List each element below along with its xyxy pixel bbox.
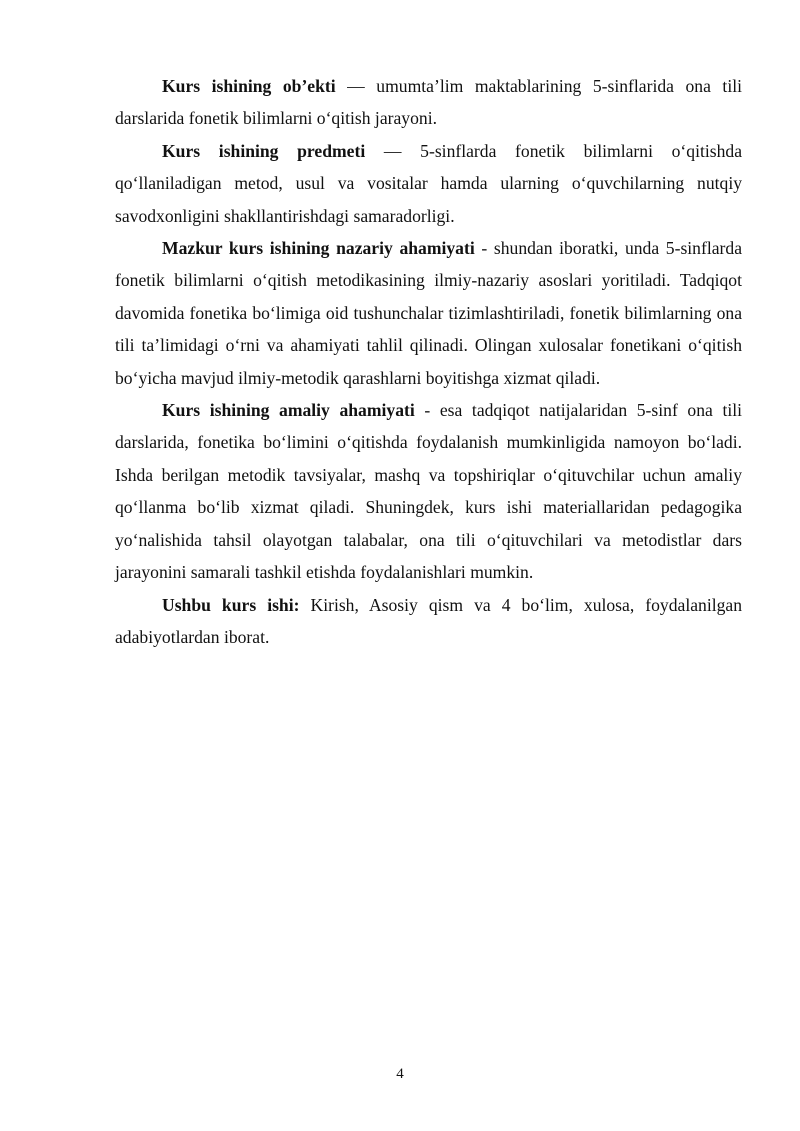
paragraph-lead: Kurs ishining predmeti bbox=[162, 140, 366, 161]
paragraph-text: — umumta’lim maktablarining 5-sinflarida ona tili darslarida fonetik bilimlarni o‘qitish jarayoni. bbox=[115, 76, 742, 129]
page-number: 4 bbox=[396, 1066, 404, 1082]
paragraph-text: — 5-sinflarda fonetik bilimlarni o‘qitishda qo‘llaniladigan metod, usul va vositalar hamda ularning o‘quvchilarning nutqiy savodxonligini shakllantirishdagi samaradorligi. bbox=[115, 140, 743, 226]
document-page bbox=[115, 70, 742, 653]
paragraph-lead: Kurs ishining amaliy ahamiyati bbox=[162, 400, 415, 421]
paragraph-object bbox=[115, 70, 742, 135]
paragraph-text: - shundan iboratki, unda 5-sinflarda fonetik bilimlarni o‘qitish metodikasining ilmiy-nazariy asoslari yoritiladi. Tadqiqot davomida fonetika bo‘limiga oid tushunchalar tizimlashtiriladi, fonetik bilimlarning ona tili ta’limidagi o‘rni va ahamiyati tahlil qilinadi. Olingan xulosalar fonetikani o‘qitish bo‘yicha mavjud ilmiy-metodik qarashlarni boyitishga xizmat qiladi. bbox=[115, 238, 742, 388]
paragraph-practical-significance bbox=[115, 394, 742, 588]
paragraph-lead: Mazkur kurs ishining nazariy ahamiyati bbox=[162, 238, 475, 259]
paragraph-subject bbox=[115, 135, 742, 232]
paragraph-structure bbox=[115, 589, 742, 654]
paragraph-lead: Ushbu kurs ishi: bbox=[162, 594, 300, 615]
paragraph-theoretical-significance bbox=[115, 232, 742, 394]
paragraph-text: Kirish, Asosiy qism va 4 bo‘lim, xulosa, foydalanilgan adabiyotlardan iborat. bbox=[115, 594, 742, 647]
paragraph-lead: Kurs ishining ob’ekti bbox=[162, 76, 336, 96]
paragraph-text: - esa tadqiqot natijalaridan 5-sinf ona tili darslarida, fonetika bo‘limini o‘qitishda foydalanish mumkinligida namoyon bo‘ladi. Ishda berilgan metodik tavsiyalar, mashq va topshiriqlar o‘qituvchilar uchun amaliy qo‘llanma bo‘lib xizmat qiladi. Shuningdek, kurs ishi materiallaridan pedagogika yo‘nalishida tahsil olayotgan talabalar, ona tili o‘qituvchilari va metodistlar dars jarayonini samarali tashkil etishda foydalanishlari mumkin. bbox=[115, 400, 743, 583]
